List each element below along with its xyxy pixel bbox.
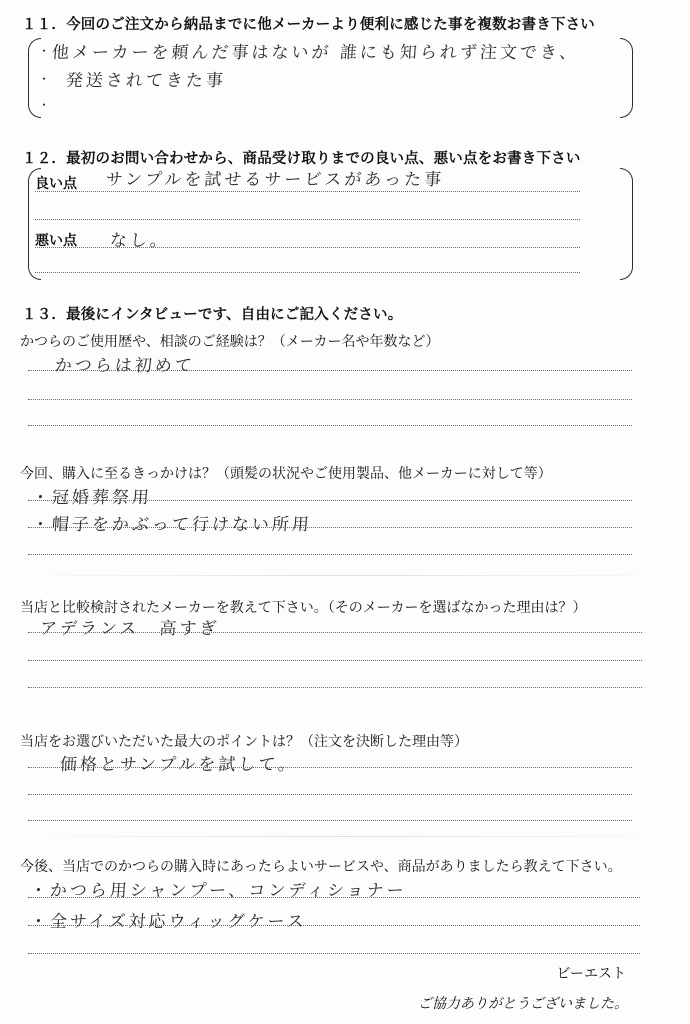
q13-sub4-question: 当店をお選びいただいた最大のポイントは？（注文を決断した理由等）: [20, 734, 468, 750]
q13-sub2-line-3: [28, 554, 632, 555]
thank-you-message: ご協力ありがとうございました。: [418, 996, 628, 1012]
q13-title: １３．最後にインタビューです、自由にご記入ください。: [22, 307, 403, 323]
q12-line-2: [35, 219, 580, 220]
q13-sub5-answer-2: ・全サイズ対応ウィッグケース: [29, 912, 308, 932]
q13-sub5-line-1: [28, 897, 640, 898]
bad-point-label: 悪い点: [35, 233, 77, 249]
q13-sub3-line-2: [28, 660, 642, 661]
good-point-label: 良い点: [35, 176, 77, 192]
q13-sub2-line-2: [28, 527, 632, 528]
q13-sub3-answer-1: アデランス 高すぎ: [39, 619, 221, 639]
q13-sub2-question: 今回、購入に至るきっかけは？（頭髪の状況やご使用製品、他メーカーに対して等）: [20, 466, 552, 482]
paper-fold-2: [0, 836, 690, 837]
company-name: ビーエスト: [556, 966, 626, 982]
q13-sub2-line-1: [28, 500, 632, 501]
q13-sub1-line-1: [28, 370, 632, 371]
q11-bullet-1: ・: [38, 44, 51, 58]
good-point-answer: サンプルを試せるサービスがあった事: [105, 170, 445, 190]
q13-sub3-line-3: [28, 687, 642, 688]
paper-fold: [0, 575, 690, 576]
q11-bullet-2: ・: [38, 72, 51, 86]
q13-sub1-line-3: [28, 425, 632, 426]
q13-sub2-answer-1: ・冠婚葬祭用: [31, 488, 153, 508]
bad-point-answer: なし。: [109, 231, 171, 251]
q13-sub1-answer-1: かつらは初めて: [54, 356, 196, 376]
q13-sub5-answer-1: ・かつら用シャンプー、コンディショナー: [29, 881, 408, 901]
q11-title: １１．今回のご注文から納品までに他メーカーより便利に感じた事を複数お書き下さい: [22, 17, 596, 33]
q12-line-1: [35, 191, 580, 192]
q13-sub5-line-3: [28, 953, 640, 954]
q12-title: １２．最初のお問い合わせから、商品受け取りまでの良い点、悪い点をお書き下さい: [22, 151, 581, 167]
q13-sub4-line-2: [28, 794, 632, 795]
q13-sub1-line-2: [28, 399, 632, 400]
q13-sub4-line-3: [28, 820, 632, 821]
q13-sub1-question: かつらのご使用歴や、相談のご経験は？（メーカー名や年数など）: [20, 334, 440, 350]
q13-sub5-question: 今後、当店でのかつらの購入時にあったらよいサービスや、商品がありましたら教えて下さい。: [20, 859, 622, 875]
q13-sub5-line-2: [28, 925, 640, 926]
q13-sub3-line-1: [28, 632, 642, 633]
q11-answer-2: 発送されてきた事: [65, 71, 227, 91]
q11-right-bracket: [620, 38, 633, 118]
q13-sub4-line-1: [28, 767, 632, 768]
q11-answer-1: 他メーカーを頼んだ事はないが 誰にも知られず注文でき、: [51, 43, 580, 63]
q11-bullet-3: ・: [38, 98, 51, 112]
q12-line-3: [35, 247, 580, 248]
q13-sub2-answer-2: ・帽子をかぶって行けない所用: [31, 515, 313, 535]
q13-sub3-question: 当店と比較検討されたメーカーを教えて下さい。（そのメーカーを選ばなかった理由は？）: [20, 600, 587, 616]
q13-sub4-answer-1: 価格とサンプルを試して。: [59, 755, 299, 775]
q12-right-bracket: [620, 168, 633, 280]
q12-line-4: [35, 272, 580, 273]
